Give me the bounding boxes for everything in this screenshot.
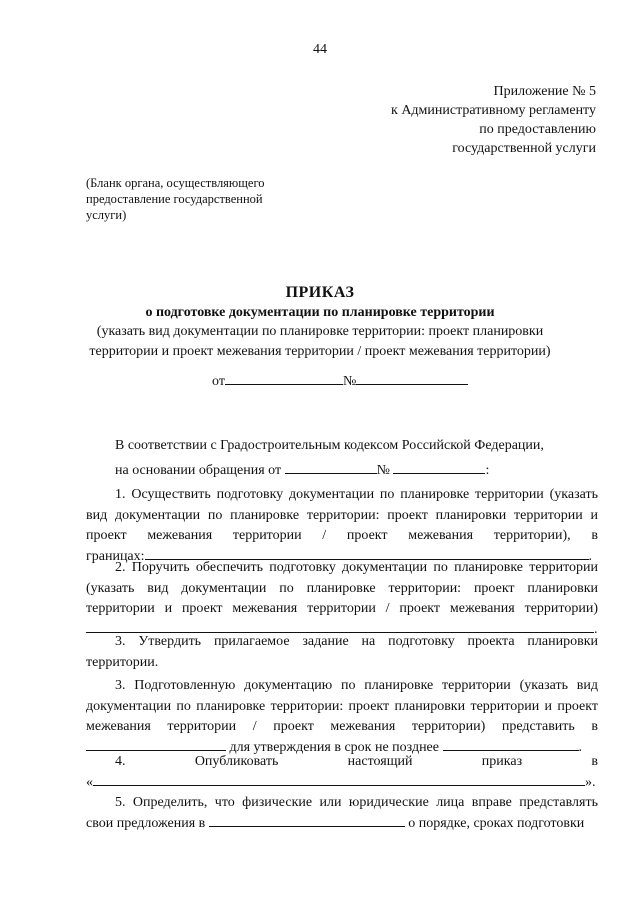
proposals-recipient-blank [209,814,405,827]
paragraph-1: 1. Осуществить подготовку документации по планировке территории (указать вид документации по планировке территории: проект планировки территории и проект межевания территории / проект межевания территории), в границах: . [86,487,598,564]
page-number: 44 [313,42,327,57]
appendix-line: Приложение № 5 [493,84,596,99]
intro-line: В соответствии с Градостроительным кодексом Российской Федерации, [115,438,544,453]
publication-blank [93,773,585,786]
number-blank [356,372,468,385]
letterhead-placeholder [86,175,265,223]
date-blank [225,372,343,385]
basis-line: на основании обращения от № : [115,463,490,478]
document-note-line: территории и проект межевания территории / проект межевания территории) [89,344,551,359]
appendix-line: к Административному регламенту [391,103,596,118]
letterhead-line: услуги) [86,208,127,222]
date-number-line [212,372,468,390]
number-label: № [342,374,357,389]
authority-blank [86,738,226,751]
basis-date-blank [285,461,377,474]
paragraph-6: 5. Определить, что физические или юридические лица вправе представлять свои предложения в о порядке, сроках подготовки [86,795,598,831]
paragraph-3: 3. Утвердить прилагаемое задание на подготовку проекта планировки территории. [86,634,598,670]
executor-blank [86,620,594,633]
document-subtitle: о подготовке документации по планировке территории [145,305,495,320]
paragraph-4: 3. Подготовленную документацию по планировке территории (указать вид документации по планировке территории: проект планировки территории и проект межевания территории / проект межевания территории) представить в для утверждения в срок не позднее . [86,678,598,755]
paragraph-2: 2. Поручить обеспечить подготовку документации по планировке территории (указать вид документации по планировке территории: проект планировки территории и проект межевания территории / проект межевания территории) . [86,560,598,637]
document-note-line: (указать вид документации по планировке территории: проект планировки [96,324,544,339]
document-title: ПРИКАЗ [285,284,355,301]
appendix-line: по предоставлению [479,122,596,137]
basis-number-blank [393,461,485,474]
date-label: от [212,374,225,389]
letterhead-line: предоставление государственной [86,192,263,206]
letterhead-line: (Бланк органа, осуществляющего [86,176,265,190]
paragraph-5: 4. Опубликовать настоящий приказ в « ». [86,754,599,790]
deadline-blank [443,738,579,751]
appendix-header [391,82,596,158]
appendix-line: государственной услуги [452,141,596,156]
